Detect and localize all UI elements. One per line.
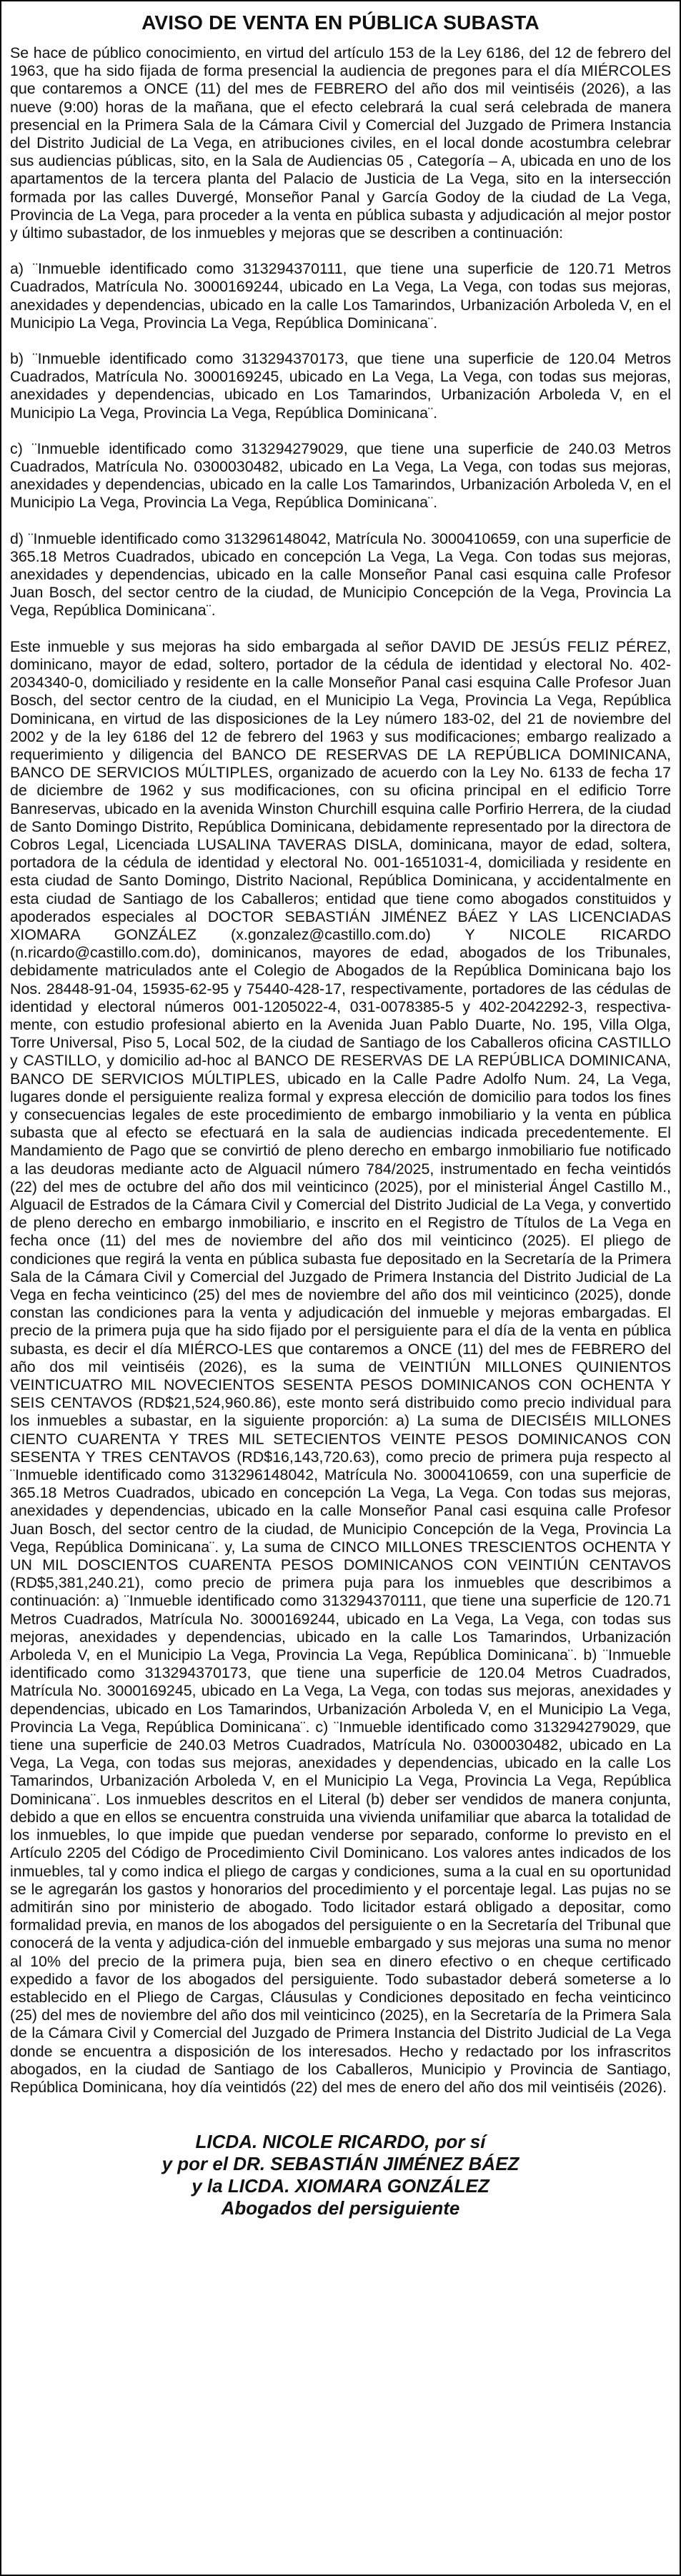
property-a-paragraph: a) ¨Inmueble identificado como 313294370111, que tiene una superficie de 120.71 Metros Cuadrados, Matrícula No. 3000169244, ubicado en La Vega, La Vega, con todas sus mejoras, anexidades y dependencias, ubicado en la calle Los Tamarindos, Urbanización Arboleda V, en el Municipio La Vega, Provincia La Vega, República Dominicana¨.: [10, 260, 671, 332]
property-b-paragraph: b) ¨Inmueble identificado como 313294370173, que tiene una superficie de 120.04 Metros Cuadrados, Matrícula No. 3000169245, ubicado en La Vega, La Vega, con todas sus mejoras, anexidades y dependencias, ubicado en Los Tamarindos, Urbanización Arboleda V, en el Municipio La Vega, Provincia La Vega, República Dominicana¨.: [10, 350, 671, 422]
signature-line: y por el DR. SEBASTIÁN JIMÉNEZ BÁEZ: [161, 2153, 520, 2175]
signature-line: LICDA. NICOLE RICARDO, por sí: [195, 2131, 486, 2153]
signature-block: [10, 2131, 671, 2219]
property-d-paragraph: d) ¨Inmueble identificado como 313296148042, Matrícula No. 3000410659, con una superficie de 365.18 Metros Cuadrados, ubicado en concepción La Vega, La Vega. Con todas sus mejoras, anexidades y dependencias, ubicado en la calle Monseñor Panal casi esquina calle Profesor Juan Bosch, del sector centro de la ciudad, de Municipio Concepción de la Vega, Provincia La Vega, República Dominicana¨.: [10, 529, 671, 620]
signature-role: Abogados del persiguiente: [221, 2197, 460, 2219]
signature-line: y la LICDA. XIOMARA GONZÁLEZ: [192, 2175, 489, 2197]
intro-paragraph: Se hace de público conocimiento, en virtud del artículo 153 de la Ley 6186, del 12 de febrero del 1963, que ha sido fijada de forma presencial la audiencia de pregones para el día MIÉRCOLES que contaremos a ONCE (11) del mes de FEBRERO del año dos mil veintiséis (2026), a las nueve (9:00) horas de la mañana, que el efecto celebrará la cual será celebrada de manera presencial en la Primera Sala de la Cámara Civil y Comercial del Juzgado de Primera Instancia del Distrito Judicial de La Vega, en atribuciones civiles, en el local donde acostumbra celebrar sus audiencias públicas, sito, en la Sala de Audiencias 05 , Categoría – A, ubicada en uno de los apartamentos de la tercera planta del Palacio de Justicia de La Vega, sito en la intersección formada por las calles Duvergé, Monseñor Panal y García Godoy de la ciudad de La Vega, Provincia de La Vega, para proceder a la venta en pública subasta y adjudicación al mejor postor y último subastador, de los inmuebles y mejoras que se describen a continuación:: [10, 44, 671, 242]
property-c-paragraph: c) ¨Inmueble identificado como 313294279029, que tiene una superficie de 240.03 Metros Cuadrados, Matrícula No. 0300030482, ubicado en La Vega, La Vega, con todas sus mejoras, anexidades y dependencias, ubicado en la calle Los Tamarindos, Urbanización Arboleda V, en el Municipio La Vega, Provincia La Vega, República Dominicana¨.: [10, 439, 671, 512]
seizure-details-paragraph: Este inmueble y sus mejoras ha sido embargada al señor DAVID DE JESÚS FELIZ PÉREZ, dominicano, mayor de edad, soltero, portador de la cédula de identidad y electoral No. 402-2034340-0, domiciliado y residente en la calle Monseñor Panal casi esquina Calle Profesor Juan Bosch, del sector centro de la ciudad, en el Municipio La Vega, Provincia La Vega, República Dominicana, en virtud de las disposiciones de la Ley número 183-02, del 21 de noviembre del 2002 y de la ley 6186 del 12 de febrero del 1963 y sus modificaciones; embargo realizado a requerimiento y diligencia del BANCO DE RESERVAS DE LA REPÚBLICA DOMINICANA, BANCO DE SERVICIOS MÚLTIPLES, organizado de acuerdo con la Ley No. 6133 de fecha 17 de diciembre de 1962 y sus modificaciones, con su oficina principal en el edificio Torre Banreservas, ubicado en la avenida Winston Churchill esquina calle Porfirio Herrera, de la ciudad de Santo Domingo Distrito, República Dominicana, debidamente representado por la directora de Cobros Legal, Licenciada LUSALINA TAVERAS DISLA, dominicana, mayor de edad, soltera, portadora de la cédula de identidad y electoral No. 001-1651031-4, domiciliada y residente en esta ciudad de Santo Domingo, Distrito Nacional, República Dominicana, y accidentalmente en esta ciudad de Santiago de los Caballeros; entidad que tiene como abogados constituidos y apoderados especiales al DOCTOR SEBASTIÁN JIMÉNEZ BÁEZ Y LAS LICENCIADAS XIOMARA GONZÁLEZ (x.gonzalez@castillo.com.do) Y NICOLE RICARDO (n.ricardo@castillo.com.do), dominicanos, mayores de edad, abogados de los Tribunales, debidamente matriculados ante el Colegio de Abogados de la República Dominicana bajo los Nos. 28448-91-04, 15935-62-95 y 75440-428-17, respectivamente, portadores de las cédulas de identidad y electoral números 001-1205022-4, 031-0078385-5 y 402-2042292-3, respectiva-mente, con estudio profesional abierto en la Avenida Juan Pablo Duarte, No. 195, Villa Olga, Torre Universal, Piso 5, Local 502, de la ciudad de Santiago de los Caballeros oficina CASTILLO y CASTILLO, y domicilio ad-hoc al BANCO DE RESERVAS DE LA REPÚBLICA DOMINICANA, BANCO DE SERVICIOS MÚLTIPLES, ubicado en la Calle Padre Adolfo Num. 24, La Vega, lugares donde el persiguiente realiza formal y expresa elección de domicilio para todos los fines y consecuencias legales de este procedimiento de embargo inmobiliario y la venta en pública subasta que al efecto se efectuará en la sala de audiencias indicada precedentemente. El Mandamiento de Pago que se convirtió de pleno derecho en embargo inmobiliario fue notificado a las deudoras mediante acto de Alguacil número 784/2025, instrumentado en fecha veintidós (22) del mes de octubre del año dos mil veinticinco (2025), por el ministerial Ángel Castillo M., Alguacil de Estrados de la Cámara Civil y Comercial del Distrito Judicial de La Vega, y convertido de pleno derecho en embargo inmobiliario, e inscrito en el Registro de Títulos de La Vega en fecha once (11) del mes de noviembre del año dos mil veinticinco (2025). El pliego de condiciones que regirá la venta en pública subasta fue depositado en la Secretaría de la Primera Sala de la Cámara Civil y Comercial del Juzgado de Primera Instancia del Distrito Judicial de La Vega en fecha veinticinco (25) del mes de noviembre del año dos mil veinticinco (2025), donde constan las condiciones para la venta y adjudicación del inmueble y mejoras embargadas. El precio de la primera puja que ha sido fijado por el persiguiente para el día de la venta en pública subasta, es decir el día MIÉRCO-LES que contaremos a ONCE (11) del mes de FEBRERO del año dos mil veintiséis (2026), es la suma de VEINTIÚN MILLONES QUINIENTOS VEINTICUATRO MIL NOVECIENTOS SESENTA PESOS DOMINICANOS CON OCHENTA Y SEIS CENTAVOS (RD$21,524,960.86), este monto será distribuido como precio individual para los inmuebles a subastar, en la siguiente proporción: a) La suma de DIECISÉIS MILLONES CIENTO CUARENTA Y TRES MIL SETECIENTOS VEINTE PESOS DOMINICANOS CON SESENTA Y TRES CENTAVOS (RD$16,143,720.63), como precio de primera puja respecto al ¨Inmueble identificado como 313296148042, Matrícula No. 3000410659, con una superficie de 365.18 Metros Cuadrados, ubicado en concepción La Vega, La Vega. Con todas sus mejoras, anexidades y dependencias, ubicado en la calle Monseñor Panal casi esquina calle Profesor Juan Bosch, del sector centro de la ciudad, de Municipio Concepción de la Vega, Provincia La Vega, República Dominicana¨. y, La suma de CINCO MILLONES TRESCIENTOS OCHENTA Y UN MIL DOSCIENTOS CUARENTA PESOS DOMINICANOS CON VEINTIÚN CENTAVOS (RD$5,381,240.21), como precio de primera puja para los inmuebles que describimos a continuación: a) ¨Inmueble identificado como 313294370111, que tiene una superficie de 120.71 Metros Cuadrados, Matrícula No. 3000169244, ubicado en La Vega, La Vega, con todas sus mejoras, anexidades y dependencias, ubicado en la calle Los Tamarindos, Urbanización Arboleda V, en el Municipio La Vega, Provincia La Vega, República Dominicana¨. b) ¨Inmueble identificado como 313294370173, que tiene una superficie de 120.04 Metros Cuadrados, Matrícula No. 3000169245, ubicado en La Vega, La Vega, con todas sus mejoras, anexidades y dependencias, ubicado en Los Tamarindos, Urbanización Arboleda V, en el Municipio La Vega, Provincia La Vega, República Dominicana¨. c) ¨Inmueble identificado como 313294279029, que tiene una superficie de 240.03 Metros Cuadrados, Matrícula No. 0300030482, ubicado en La Vega, La Vega, con todas sus mejoras, anexidades y dependencias, ubicado en la calle Los Tamarindos, Urbanización Arboleda V, en el Municipio La Vega, Provincia La Vega, República Dominicana¨. Los inmuebles descritos en el Literal (b) deber ser vendidos de manera conjunta, debido a que en ellos se encuentra construida una vivienda unifamiliar que abarca la totalidad de los inmuebles, lo que impide que puedan venderse por separado, conforme lo previsto en el Artículo 2205 del Código de Procedimiento Civil Dominicano. Los valores antes indicados de los inmuebles, tal y como indica el pliego de cargas y condiciones, suma a la cual en su oportunidad se le agregarán los gastos y honorarios del procedimiento y el porcentaje legal. Las pujas no se admitirán sino por ministerio de abogado. Todo licitador estará obligado a depositar, como formalidad previa, en manos de los abogados del persiguiente o en la Secretaría del Tribunal que conocerá de la venta y adjudica-ción del inmueble embargado y sus mejoras una suma no menor al 10% del precio de la primera puja, bien sea en dinero efectivo o en cheque certificado expedido a favor de los abogados del persiguiente. Todo subastador deberá someterse a lo establecido en el Pliego de Cargas, Cláusulas y Condiciones depositado en fecha veinticinco (25) del mes de noviembre del año dos mil veinticinco (2025), en la Secretaría de la Primera Sala de la Cámara Civil y Comercial del Juzgado de Primera Instancia del Distrito Judicial de La Vega donde se encuentra a disposición de los interesados. Hecho y redactado por los infrascritos abogados, en la ciudad de Santiago de los Caballeros, Municipio y Provincia de Santiago, República Dominicana, hoy día veintidós (22) del mes de enero del año dos mil veintiséis (2026).: [10, 637, 671, 2096]
notice-title: AVISO DE VENTA EN PÚBLICA SUBASTA: [141, 11, 540, 34]
